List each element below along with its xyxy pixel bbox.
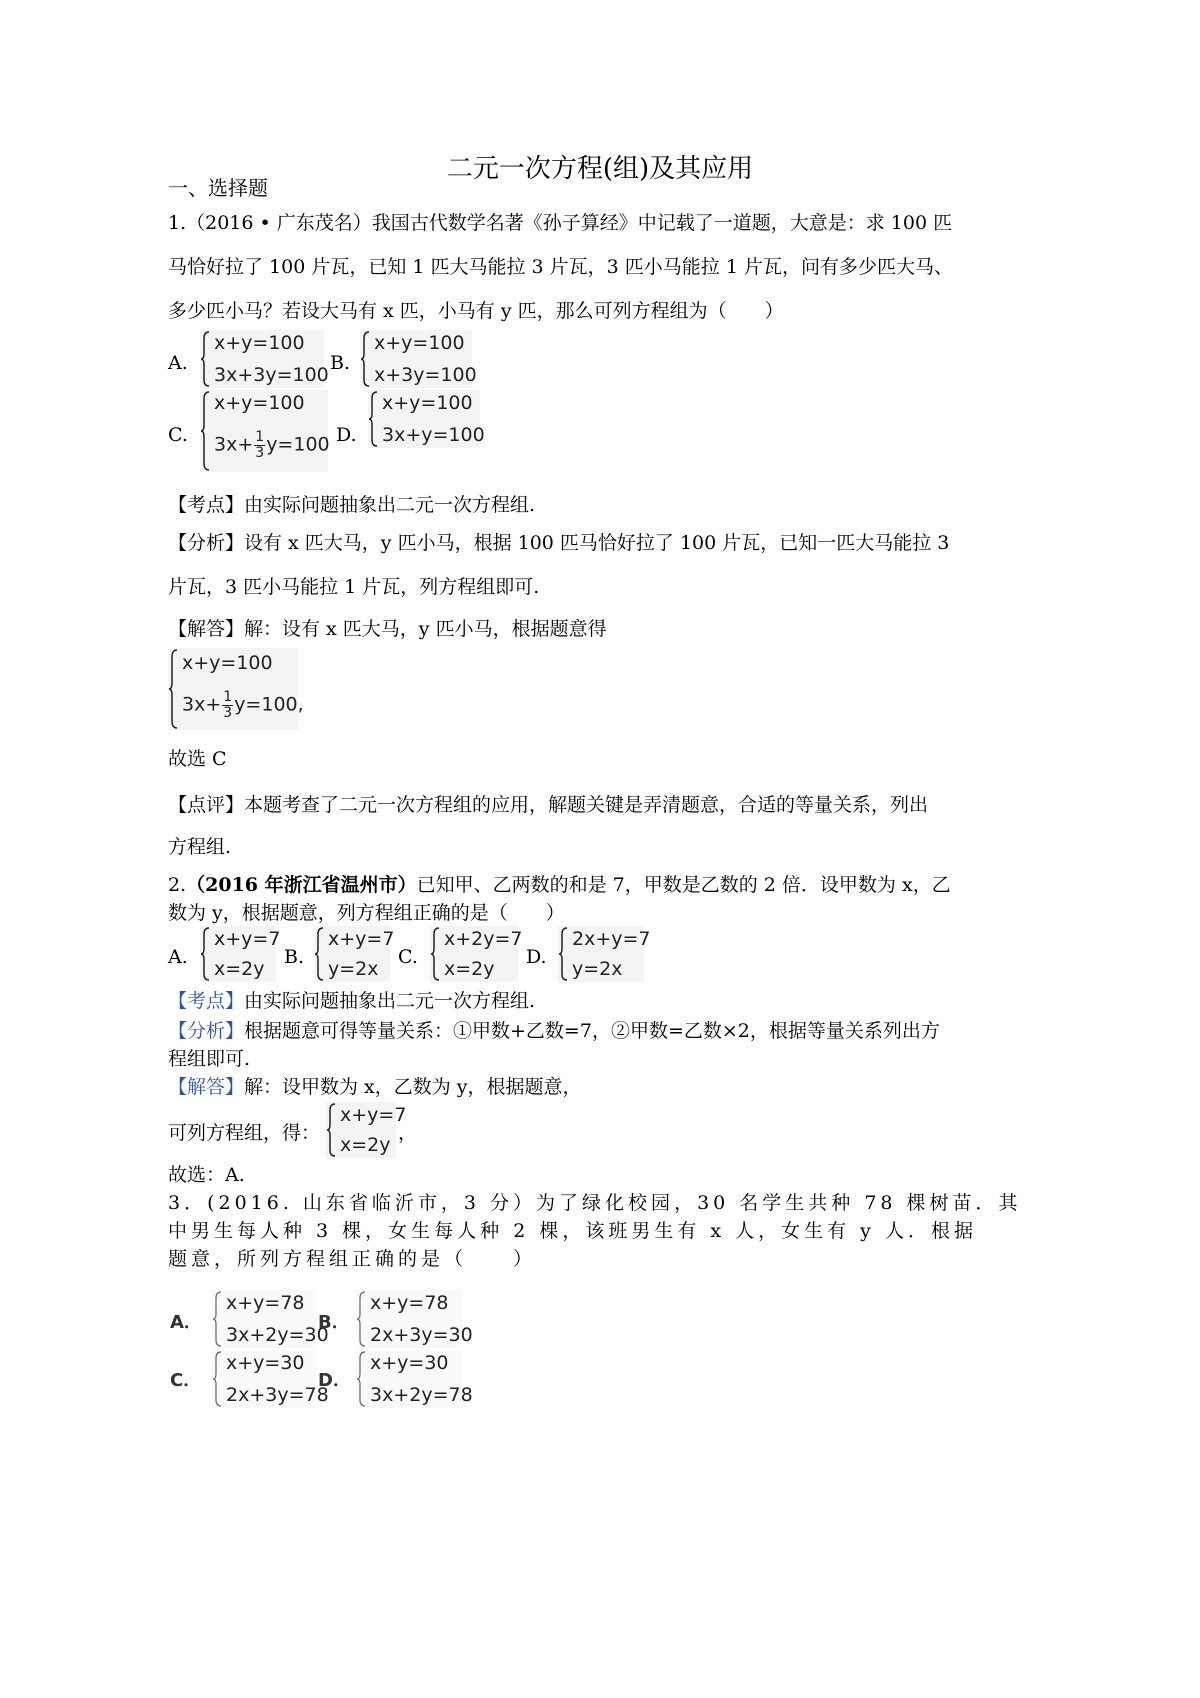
fraction-numerator: 1 bbox=[255, 429, 265, 445]
fraction bbox=[254, 430, 265, 460]
fenxi-text: 根据题意可得等量关系：①甲数+乙数=7，②甲数=乙数×2，根据等量关系列出方 bbox=[244, 1020, 940, 1042]
q1-stem-line1: 1.（2016 • 广东茂名）我国古代数学名著《孙子算经》中记载了一道题，大意是：求 100 匹 bbox=[168, 212, 953, 234]
q3-option-a-system bbox=[212, 1290, 329, 1348]
q2-option-b-label: B. bbox=[284, 946, 305, 968]
fraction-numerator: 1 bbox=[223, 689, 233, 705]
q3-option-b-label: B． bbox=[318, 1312, 350, 1333]
q1-fenxi-line1: 【分析】设有 x 匹大马，y 匹小马，根据 100 匹马恰好拉了 100 片瓦，已知一匹大马能拉 3 bbox=[168, 532, 950, 554]
equation-2: 3x+2y=78 bbox=[370, 1384, 473, 1406]
brace-icon bbox=[168, 648, 178, 730]
q1-kaodian: 【考点】由实际问题抽象出二元一次方程组. bbox=[168, 494, 536, 516]
brace-icon bbox=[430, 926, 440, 982]
equation-2 bbox=[214, 430, 330, 460]
kaodian-tag: 【考点】 bbox=[168, 990, 245, 1012]
q1-stem-line3: 多少匹小马？若设大马有 x 匹，小马有 y 匹，那么可列方程组为（ ） bbox=[168, 300, 784, 322]
q1-option-c-label: C. bbox=[168, 424, 188, 446]
q2-option-a-label: A. bbox=[168, 946, 188, 968]
q1-fenxi-line2: 片瓦，3 匹小马能拉 1 片瓦，列方程组即可. bbox=[168, 576, 540, 598]
brace-icon bbox=[314, 926, 324, 982]
q2-answer-comma: ， bbox=[398, 1122, 418, 1144]
q3-option-b-system bbox=[356, 1290, 473, 1348]
equation-2: x=2y bbox=[444, 958, 495, 980]
q2-option-c-label: C. bbox=[398, 946, 418, 968]
brace-icon bbox=[356, 1290, 366, 1348]
equation-1: x+y=7 bbox=[340, 1104, 407, 1126]
brace-icon bbox=[212, 1290, 222, 1348]
equation-2: 2x+3y=78 bbox=[226, 1384, 329, 1406]
equation-1: x+y=100 bbox=[374, 332, 465, 354]
q2-source: （2016 年浙江省温州市） bbox=[186, 874, 417, 896]
q1-stem-line2: 马恰好拉了 100 片瓦，已知 1 匹大马能拉 3 片瓦，3 匹小马能拉 1 片瓦，问有多少匹大马、 bbox=[168, 256, 953, 278]
brace-icon bbox=[212, 1350, 222, 1408]
brace-icon bbox=[356, 1350, 366, 1408]
equation-1: x+y=7 bbox=[214, 928, 281, 950]
brace-icon bbox=[368, 390, 378, 448]
equation-1: x+y=30 bbox=[226, 1352, 305, 1374]
brace-icon bbox=[558, 926, 568, 982]
q2-option-d-system bbox=[558, 926, 651, 982]
q2-stem-line1 bbox=[168, 876, 951, 895]
q2-stem-line2: 数为 y，根据题意，列方程组正确的是（ ） bbox=[168, 902, 565, 924]
page-title: 二元一次方程(组)及其应用 bbox=[446, 154, 754, 184]
q3-stem-line3: 题意，所列方程组正确的是（ ） bbox=[168, 1248, 537, 1270]
q1-jieda: 【解答】解：设有 x 匹大马，y 匹小马，根据题意得 bbox=[168, 618, 607, 640]
equation-2: x+3y=100 bbox=[374, 364, 477, 386]
q3-option-d-label: D． bbox=[318, 1370, 351, 1391]
brace-icon bbox=[326, 1102, 336, 1158]
q1-option-b-label: B. bbox=[330, 352, 351, 374]
equation-2: x=2y bbox=[214, 958, 265, 980]
q1-option-a-label: A. bbox=[168, 352, 188, 374]
q1-option-c-system bbox=[200, 390, 328, 472]
equation-2: y=2x bbox=[328, 958, 379, 980]
q2-answer-choice: 故选：A. bbox=[168, 1164, 245, 1186]
section-heading: 一、选择题 bbox=[168, 176, 268, 200]
q3-option-c-label: C． bbox=[170, 1370, 202, 1391]
equation-1: x+y=78 bbox=[370, 1292, 449, 1314]
equation-1: x+y=100 bbox=[214, 332, 305, 354]
brace-icon bbox=[200, 330, 210, 388]
q2-fenxi-line2: 程组即可. bbox=[168, 1048, 251, 1070]
q1-answer-choice: 故选 C bbox=[168, 748, 227, 770]
equation-2-prefix: 3x+ bbox=[182, 693, 222, 716]
equation-2-suffix: y=100, bbox=[234, 693, 304, 716]
equation-2: 3x+y=100 bbox=[382, 424, 485, 446]
equation-2: x=2y bbox=[340, 1134, 391, 1156]
equation-2: 3x+2y=30 bbox=[226, 1324, 329, 1346]
q1-dianping-line2: 方程组. bbox=[168, 836, 232, 858]
equation-1: x+y=100 bbox=[214, 392, 305, 414]
q2-option-a-system bbox=[200, 926, 281, 982]
equation-1: 2x+y=7 bbox=[572, 928, 651, 950]
fenxi-tag: 【分析】 bbox=[168, 1020, 245, 1042]
brace-icon bbox=[200, 926, 210, 982]
brace-icon bbox=[200, 390, 210, 472]
q3-option-a-label: A． bbox=[170, 1312, 202, 1333]
jieda-text: 解：设甲数为 x，乙数为 y，根据题意， bbox=[244, 1076, 582, 1098]
equation-2-suffix: y=100 bbox=[266, 433, 330, 456]
q1-option-a-system bbox=[200, 330, 329, 388]
q3-option-c-system bbox=[212, 1350, 329, 1408]
equation-2-prefix: 3x+ bbox=[214, 433, 254, 456]
equation-2 bbox=[182, 690, 304, 720]
q2-fenxi-line1 bbox=[168, 1022, 940, 1041]
q2-option-b-system bbox=[314, 926, 395, 982]
brace-icon bbox=[360, 330, 370, 388]
fraction-denominator: 3 bbox=[223, 704, 233, 721]
q3-stem-line1: 3．(2016. 山东省临沂市，3 分）为了绿化校园，30 名学生共种 78 棵树苗．其 bbox=[168, 1192, 1022, 1214]
q1-answer-system bbox=[168, 648, 304, 730]
q1-option-b-system bbox=[360, 330, 477, 388]
q2-kaodian bbox=[168, 992, 535, 1011]
q2-answer-system bbox=[326, 1102, 407, 1158]
equation-1: x+y=7 bbox=[328, 928, 395, 950]
equation-1: x+y=78 bbox=[226, 1292, 305, 1314]
equation-2: 3x+3y=100 bbox=[214, 364, 329, 386]
equation-1: x+y=100 bbox=[382, 392, 473, 414]
q2-kelie: 可列方程组，得： bbox=[168, 1122, 321, 1144]
fraction bbox=[222, 690, 233, 720]
equation-2: 2x+3y=30 bbox=[370, 1324, 473, 1346]
q2-jieda bbox=[168, 1078, 582, 1097]
q1-option-d-system bbox=[368, 390, 485, 448]
q3-option-d-system bbox=[356, 1350, 473, 1408]
q1-dianping-line1: 【点评】本题考查了二元一次方程组的应用，解题关键是弄清题意，合适的等量关系，列出 bbox=[168, 794, 929, 816]
q3-stem-line2: 中男生每人种 3 棵，女生每人种 2 棵，该班男生有 x 人，女生有 y 人．根据 bbox=[168, 1220, 977, 1242]
fraction-denominator: 3 bbox=[255, 444, 265, 461]
equation-1: x+2y=7 bbox=[444, 928, 523, 950]
equation-1: x+y=30 bbox=[370, 1352, 449, 1374]
q1-option-d-label: D. bbox=[336, 424, 357, 446]
q2-number: 2. bbox=[168, 874, 187, 896]
equation-2: y=2x bbox=[572, 958, 623, 980]
q2-stem-text: 已知甲、乙两数的和是 7，甲数是乙数的 2 倍．设甲数为 x，乙 bbox=[416, 874, 951, 896]
kaodian-text: 由实际问题抽象出二元一次方程组. bbox=[244, 990, 536, 1012]
jieda-tag: 【解答】 bbox=[168, 1076, 245, 1098]
q2-option-d-label: D. bbox=[526, 946, 547, 968]
q2-option-c-system bbox=[430, 926, 523, 982]
equation-1: x+y=100 bbox=[182, 652, 273, 674]
